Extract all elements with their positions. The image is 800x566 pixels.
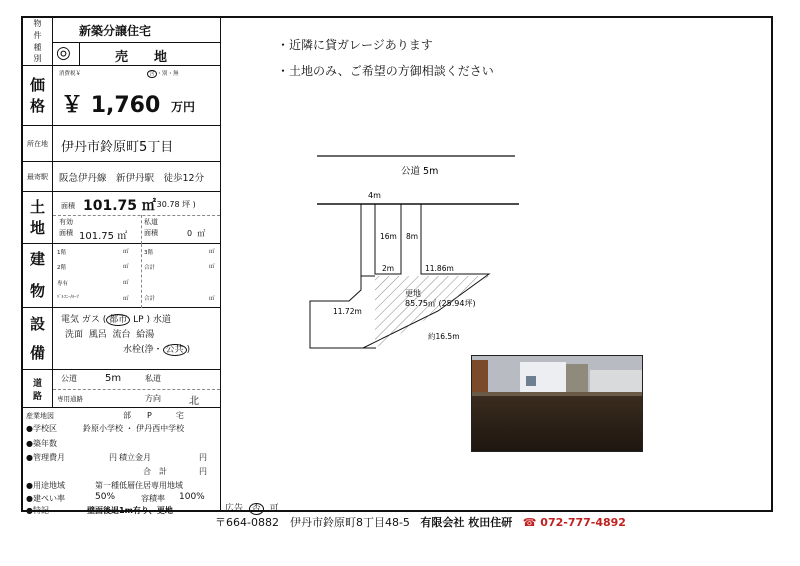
footer-phone: ☎ 072-777-4892	[522, 516, 626, 529]
building-coverage: 50%	[95, 492, 116, 502]
plan-area	[221, 18, 771, 514]
plan-top-right: 11.86m	[425, 264, 454, 273]
road-width: 5m	[105, 373, 122, 384]
plan-area-value: 85.75㎡ (25.94坪)	[405, 299, 476, 308]
station-value: 阪急伊丹線 新伊丹駅 徒歩12分	[59, 173, 205, 184]
tax-options: 含 ・別・無	[149, 71, 179, 77]
land-label: 土 地	[23, 192, 53, 243]
price-label: 価 格	[23, 66, 53, 125]
spec-column	[23, 18, 221, 515]
remark-2: ・土地のみ、ご希望の方御相談ください	[277, 64, 494, 78]
facilities-row	[23, 308, 220, 370]
ad-permission: 広告 否 可	[225, 504, 279, 514]
details-row: 産業地図 部 P 宅 ●学校区 鈴原小学校 ・ 伊丹西中学校 ●築年数 ●管理費月 円 積立金月 円 合 計 円 ●用途地域 第一種低層住居専用地域 ●建ぺい率 50% 容積率 100% ●特記 壁面後退1m有り、更地	[26, 411, 207, 515]
station-label: 最寄駅	[23, 162, 53, 191]
price-unit: 万円	[171, 100, 196, 114]
plan-width-label: 4m	[368, 191, 381, 200]
road-direction: 北	[189, 396, 199, 407]
footer	[215, 514, 626, 530]
property-sheet	[21, 16, 773, 515]
property-type-row	[23, 18, 220, 66]
land-area: 101.75 ㎡	[83, 198, 156, 214]
site-photo	[471, 355, 643, 452]
plan-left-side: 11.72m	[333, 307, 362, 316]
property-type-label: 物 件 種 別	[23, 18, 53, 65]
facilities-label: 設 備	[23, 308, 53, 369]
footer-company: 有限会社 枚田住研	[420, 516, 513, 529]
building-label: 建 物	[23, 244, 53, 307]
plan-area-label: 更地	[405, 289, 421, 298]
tax-label: 消費税￥	[59, 71, 82, 77]
plan-strip-length2: 8m	[406, 232, 419, 241]
plan-road-label: 公道 5m	[401, 166, 439, 177]
school-district: 鈴原小学校 ・ 伊丹西中学校	[83, 424, 185, 433]
location-label: 所在地	[23, 126, 53, 161]
station-row	[23, 162, 220, 192]
ad-no-circle: 否	[249, 503, 264, 515]
gas-city-circle: 都市	[106, 314, 130, 326]
facilities-line1: 電気 ガス ( 都市 LP ) 水道	[61, 315, 171, 325]
price-amount: ￥ 1,760	[61, 93, 161, 118]
map-ref: 部 P 宅	[123, 411, 184, 420]
plan-strip-width: 2m	[382, 264, 395, 273]
category: 新築分譲住宅	[79, 24, 152, 38]
public-water-circle: 公共	[163, 344, 187, 356]
plan-strip-length: 16m	[380, 232, 397, 241]
price-row	[23, 66, 220, 126]
private-road-area: 0 ㎡	[187, 229, 206, 238]
zoning: 第一種低層住居専用地域	[95, 481, 183, 490]
building-row: 建 物 1階 ㎡ 3階 ㎡ 2階 ㎡ 合計 ㎡ 専有 ㎡ ﾊﾞﾙｺﾆｰ/ﾙｰﾌ ㎡ 合計 ㎡	[23, 244, 220, 308]
selected-mark-icon: ◎	[56, 43, 71, 63]
facilities-line2: 洗面 風呂 流台 給湯	[65, 330, 155, 340]
location-value: 伊丹市鈴原町5丁目	[61, 140, 174, 155]
location-row	[23, 126, 220, 162]
remark-1: ・近隣に貸ガレージあります	[277, 38, 433, 52]
land-row: 土 地 面積 101.75 ㎡ ( 30.78 坪 ) 有効 面積 101.75 ㎡ 私道 面積 0 ㎡	[23, 192, 220, 244]
floor-area-ratio: 100%	[179, 492, 205, 502]
plan-bottom-label: 約16.5m	[428, 332, 460, 341]
road-row: 道 路 公道 5m 私道 専用通路 方向 北	[23, 370, 220, 408]
effective-area: 101.75 ㎡	[79, 231, 128, 242]
footer-address: 〒664-0882 伊丹市鈴原町8丁目48-5	[215, 516, 410, 529]
land-tsubo: ( 30.78 坪 )	[151, 200, 196, 209]
property-kind: 売 地	[115, 50, 168, 65]
tax-included-circle: 含	[149, 71, 155, 77]
road-label: 道 路	[23, 370, 53, 407]
special-notes: 壁面後退1m有り、更地	[87, 506, 173, 515]
facilities-line3: 水栓(浄・ 公共 )	[123, 345, 191, 355]
